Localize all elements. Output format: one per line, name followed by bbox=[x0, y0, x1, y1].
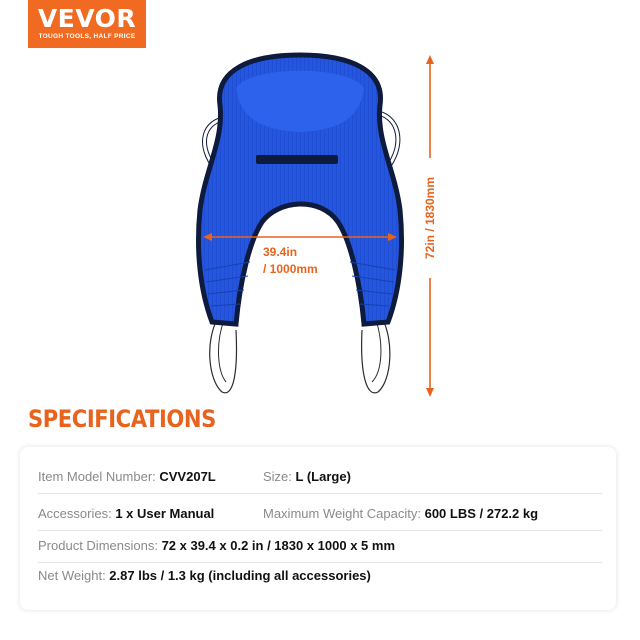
width-metric: / 1000mm bbox=[263, 262, 318, 276]
product-dimensions-label: Product Dimensions: bbox=[38, 538, 162, 553]
spec-row-accessories bbox=[38, 498, 602, 531]
width-imperial: 39.4in bbox=[263, 245, 298, 259]
specifications-table bbox=[20, 447, 616, 610]
accessories-label: Accessories: bbox=[38, 506, 116, 521]
size-label: Size: bbox=[263, 469, 296, 484]
max-weight-label: Maximum Weight Capacity: bbox=[263, 506, 425, 521]
right-leg-straps bbox=[362, 318, 390, 393]
brand-name: VEVOR bbox=[37, 4, 137, 33]
size-value: L (Large) bbox=[295, 469, 351, 484]
max-weight-value: 600 LBS / 272.2 kg bbox=[424, 506, 539, 521]
width-dimension-label bbox=[263, 244, 318, 278]
model-label: Item Model Number: bbox=[38, 469, 160, 484]
spec-row-dimensions bbox=[38, 530, 602, 563]
net-weight-value: 2.87 lbs / 1.3 kg (including all accessories) bbox=[109, 568, 371, 583]
model-value: CVV207L bbox=[159, 469, 216, 484]
handle-strap bbox=[256, 155, 338, 164]
spec-row-net-weight bbox=[38, 560, 602, 592]
spec-row-model bbox=[38, 461, 602, 494]
product-dimensions-value: 72 x 39.4 x 0.2 in / 1830 x 1000 x 5 mm bbox=[161, 538, 396, 553]
accessories-value: 1 x User Manual bbox=[115, 506, 215, 521]
height-dimension-label: 72in / 1830mm bbox=[423, 176, 437, 260]
left-leg-straps bbox=[210, 318, 237, 393]
brand-tagline: TOUGH TOOLS, HALF PRICE bbox=[38, 33, 136, 40]
net-weight-label: Net Weight: bbox=[38, 568, 110, 583]
specifications-heading: SPECIFICATIONS bbox=[28, 405, 216, 433]
